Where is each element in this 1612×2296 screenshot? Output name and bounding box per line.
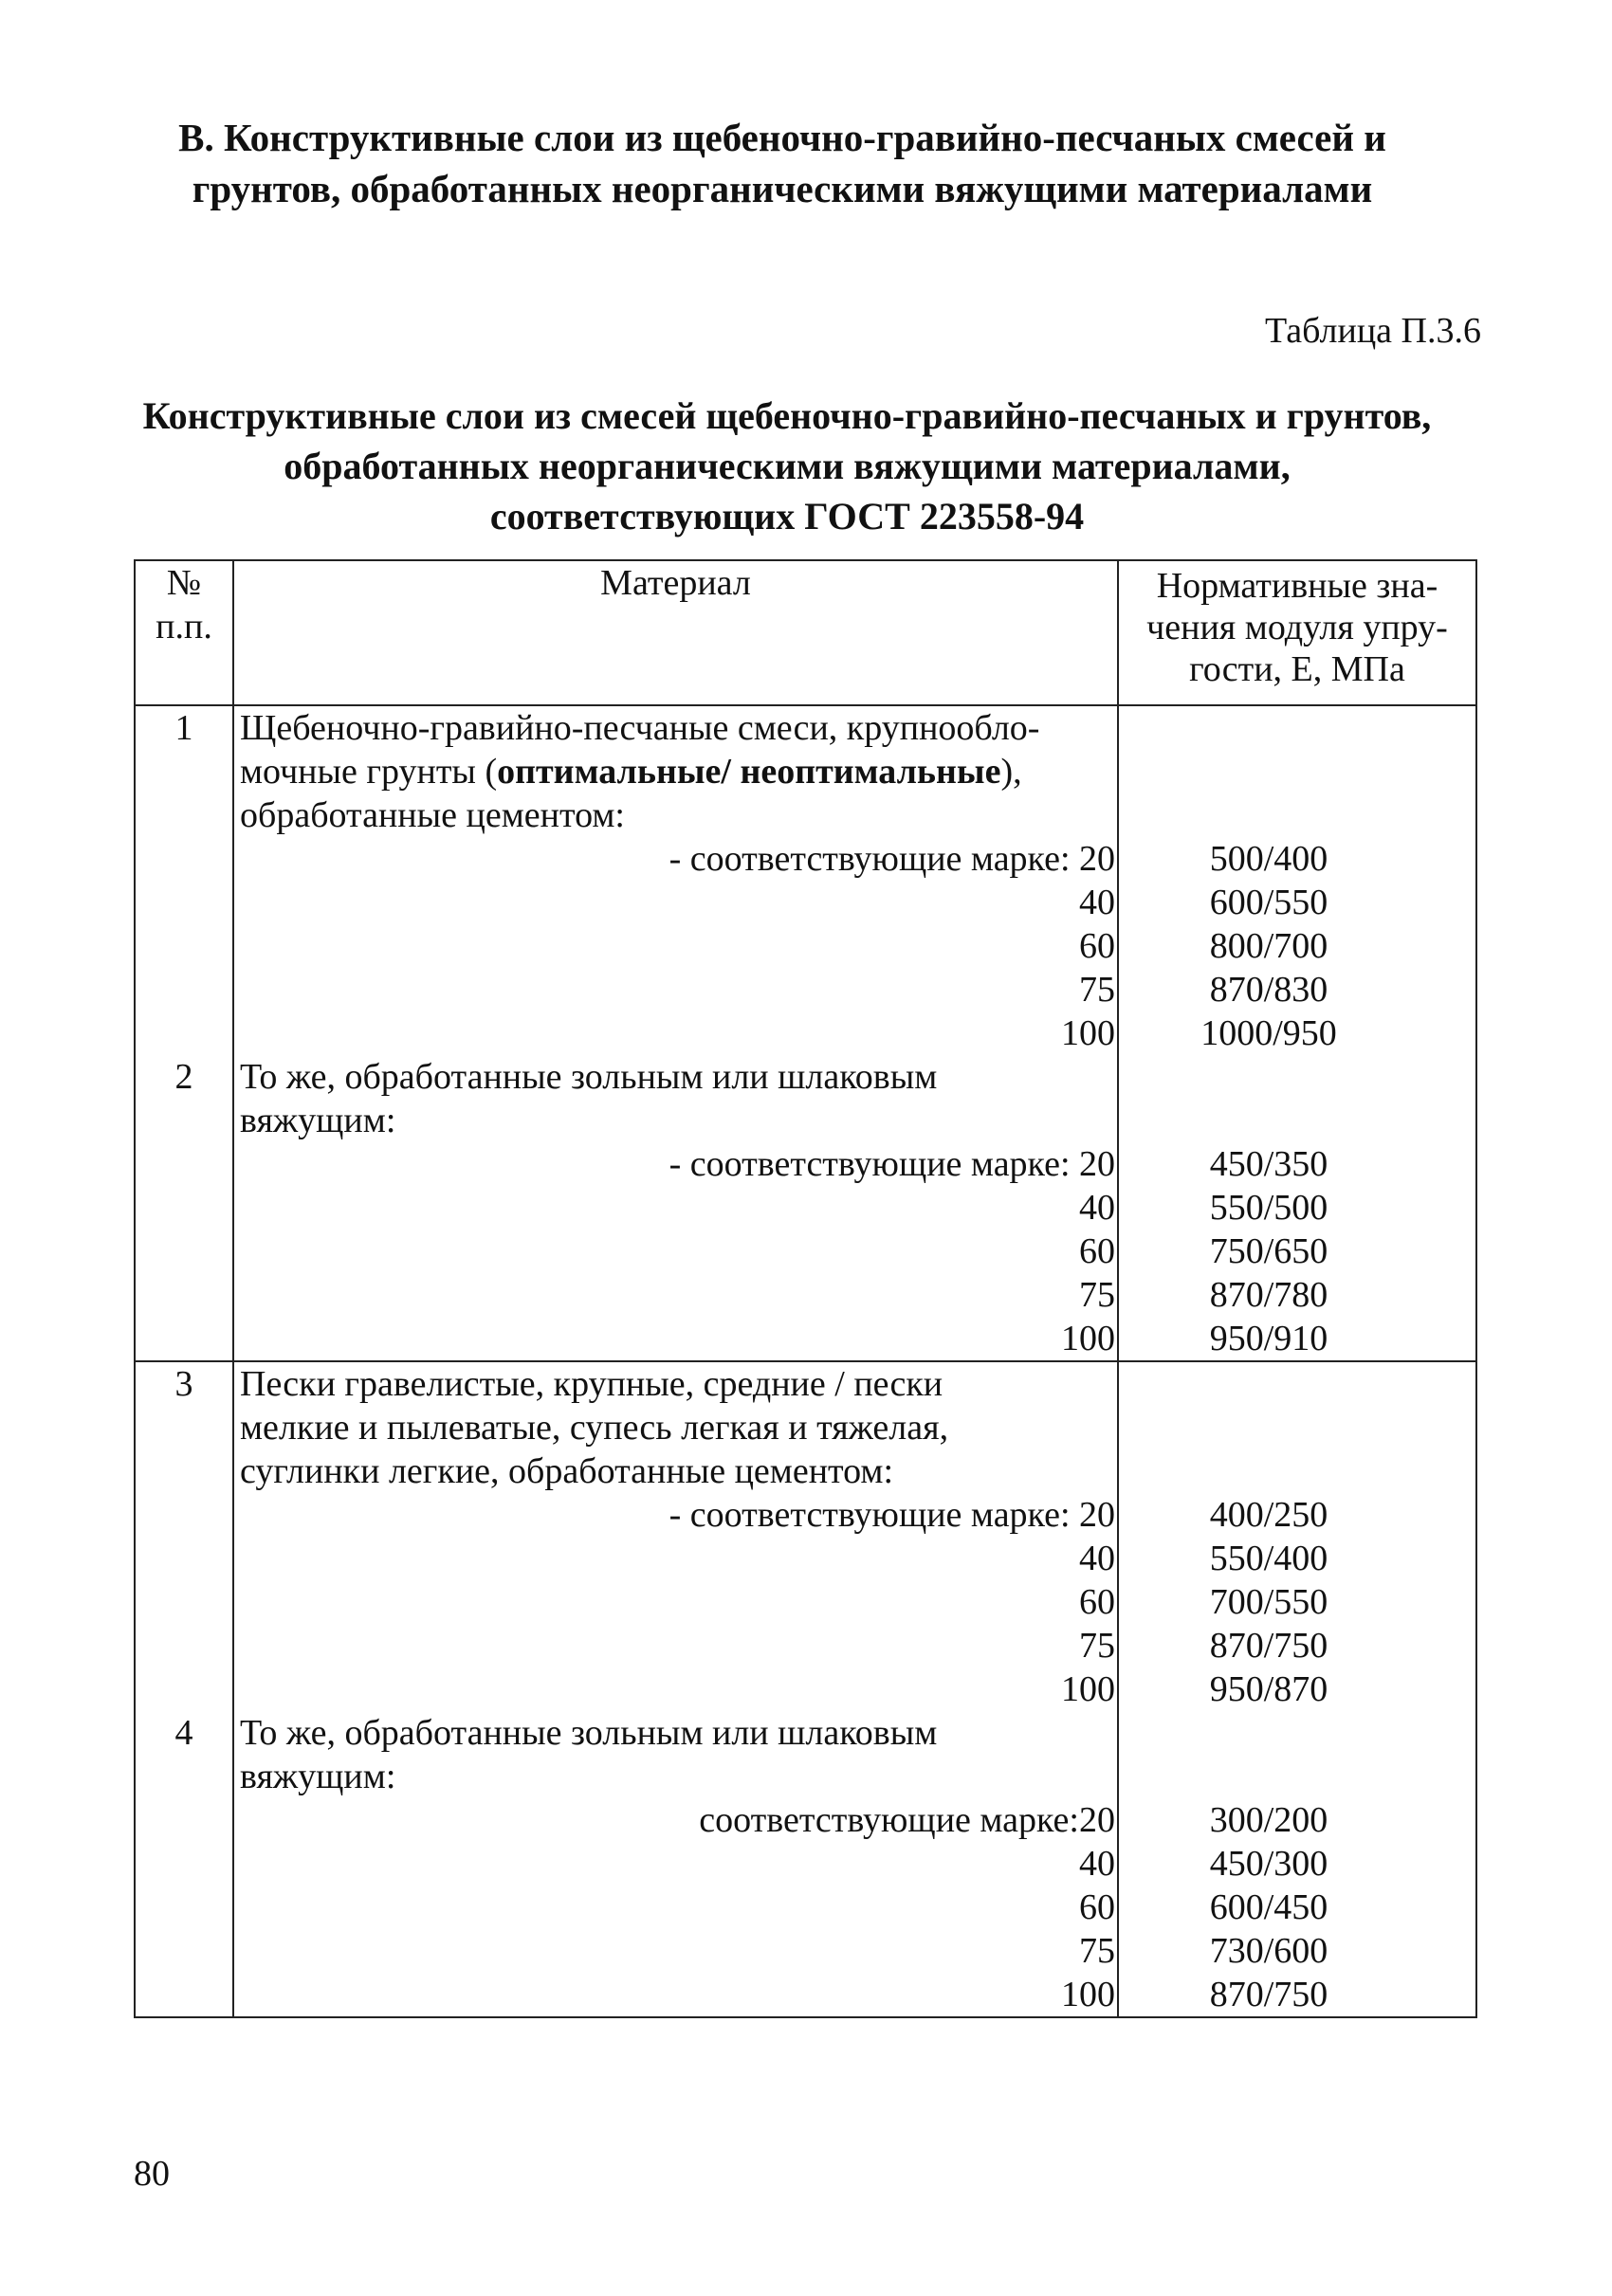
material-description: То же, обработанные зольным или шлаковым <box>240 1713 938 1753</box>
table-row <box>135 1667 1476 1711</box>
table-row <box>135 924 1476 968</box>
table-group-3 <box>135 1361 1476 1711</box>
grade-cell: 75 <box>1079 970 1115 1010</box>
header-number-abbr: п.п. <box>156 607 212 647</box>
desc-text: мочные грунты ( <box>240 752 498 792</box>
table-row <box>135 1099 1476 1142</box>
grade-cell: 60 <box>1079 1582 1115 1622</box>
modulus-value: 700/550 <box>1118 1580 1476 1624</box>
modulus-value: 750/650 <box>1118 1230 1476 1273</box>
grade-cell: 40 <box>1079 1188 1115 1228</box>
section-title-line: грунтов, обработанных неорганическими вяжущими материалами <box>192 167 1373 210</box>
modulus-value: 950/870 <box>1118 1667 1476 1711</box>
grade-cell: 100 <box>233 1317 1118 1361</box>
row-number: 1 <box>135 705 233 750</box>
grade-cell: 60 <box>1079 1231 1115 1271</box>
table-row <box>135 1449 1476 1493</box>
section-title-line: В. Конструктивные слои из щебеночно-гравийно-песчаных смесей и <box>178 116 1386 159</box>
table-title-line: обработанных неорганическими вяжущими материалами, <box>284 445 1291 487</box>
grade-cell: 60 <box>1079 1887 1115 1927</box>
modulus-value: 300/200 <box>1118 1798 1476 1842</box>
grade-cell: - соответствующие марке: 20 <box>669 839 1115 879</box>
table-row <box>135 750 1476 793</box>
grade-cell: 40 <box>1079 883 1115 922</box>
grade-cell: 60 <box>1079 926 1115 966</box>
modulus-value: 870/830 <box>1118 968 1476 1011</box>
modulus-value: 450/350 <box>1118 1142 1476 1186</box>
table-row <box>135 705 1476 750</box>
table-row <box>135 1142 1476 1186</box>
modulus-value: 450/300 <box>1118 1842 1476 1886</box>
material-description: суглинки легкие, обработанные цементом: <box>240 1451 894 1491</box>
modulus-value: 870/780 <box>1118 1273 1476 1317</box>
grade-cell: 75 <box>1079 1626 1115 1666</box>
table-row <box>135 793 1476 837</box>
material-description: То же, обработанные зольным или шлаковым <box>240 1057 938 1097</box>
page-number: 80 <box>134 2154 170 2194</box>
table-row <box>135 1186 1476 1230</box>
table-row <box>135 837 1476 881</box>
section-title <box>142 112 1422 214</box>
table-row <box>135 1842 1476 1886</box>
grade-cell: 100 <box>1061 1669 1115 1709</box>
header-elastic-modulus <box>1118 560 1476 705</box>
material-description: вяжущим: <box>240 1101 396 1140</box>
modulus-value: 600/450 <box>1118 1886 1476 1929</box>
table-row <box>135 1755 1476 1798</box>
grade-cell: 40 <box>1079 1844 1115 1884</box>
table-row <box>135 1273 1476 1317</box>
table-group-1 <box>135 705 1476 1055</box>
modulus-value: 730/600 <box>1118 1929 1476 1973</box>
modulus-value: 400/250 <box>1118 1493 1476 1537</box>
row-number: 4 <box>135 1711 233 1755</box>
table-row <box>135 1055 1476 1099</box>
desc-bold-text: оптимальные/ неоптимальные <box>497 752 1001 792</box>
grade-cell: 75 <box>1079 1931 1115 1971</box>
grade-cell: 100 <box>233 1973 1118 2017</box>
modulus-value: 870/750 <box>1118 1624 1476 1667</box>
table-row <box>135 1361 1476 1406</box>
table-row <box>135 1230 1476 1273</box>
grade-cell: соответствующие марке:20 <box>699 1800 1115 1840</box>
grade-cell: 75 <box>1079 1275 1115 1315</box>
header-material: Материал <box>233 560 1118 705</box>
table-row <box>135 1317 1476 1361</box>
grade-cell: - соответствующие марке: 20 <box>669 1144 1115 1184</box>
modulus-value: 800/700 <box>1118 924 1476 968</box>
table-title <box>104 391 1470 541</box>
table-title-line: соответствующих ГОСТ 223558-94 <box>489 495 1085 538</box>
table-title-line: Конструктивные слои из смесей щебеночно-гравийно-песчаных и грунтов, <box>142 394 1432 437</box>
modulus-value: 950/910 <box>1118 1317 1476 1361</box>
table-row <box>135 1580 1476 1624</box>
table-row <box>135 1973 1476 2017</box>
modulus-value: 600/550 <box>1118 881 1476 924</box>
table-row <box>135 881 1476 924</box>
grade-cell: - соответствующие марке: 20 <box>669 1495 1115 1535</box>
header-number-sign: № <box>166 563 202 603</box>
table-row <box>135 1711 1476 1755</box>
modulus-value: 550/400 <box>1118 1537 1476 1580</box>
row-number: 2 <box>135 1055 233 1099</box>
material-description <box>233 750 1118 793</box>
modulus-value: 1000/950 <box>1118 1011 1476 1055</box>
table-row <box>135 1624 1476 1667</box>
table-row <box>135 1798 1476 1842</box>
header-number <box>135 560 233 705</box>
material-description: Пески гравелистые, крупные, средние / пески <box>240 1364 943 1404</box>
grade-cell: 40 <box>1079 1539 1115 1578</box>
table-row <box>135 968 1476 1011</box>
table-row <box>135 1886 1476 1929</box>
header-value-line: чения модуля упру- <box>1146 608 1448 647</box>
material-description: обработанные цементом: <box>240 795 625 835</box>
elasticity-table <box>134 559 1477 2018</box>
material-description: Щебеночно-гравийно-песчаные смеси, крупнообло- <box>240 708 1040 748</box>
header-value-line: гости, Е, МПа <box>1189 649 1405 689</box>
table-row <box>135 1537 1476 1580</box>
table-group-4 <box>135 1711 1476 2017</box>
table-group-2 <box>135 1055 1476 1361</box>
table-header-row <box>135 560 1476 705</box>
modulus-value: 500/400 <box>1118 837 1476 881</box>
material-description: мелкие и пылеватые, супесь легкая и тяжелая, <box>240 1408 949 1448</box>
modulus-value: 870/750 <box>1118 1973 1476 2017</box>
grade-cell: 100 <box>1061 1013 1115 1053</box>
table-row <box>135 1929 1476 1973</box>
table-row <box>135 1493 1476 1537</box>
header-value-line: Нормативные зна- <box>1156 566 1438 606</box>
table-row <box>135 1011 1476 1055</box>
table-row <box>135 1406 1476 1449</box>
desc-text: ), <box>1000 752 1022 792</box>
material-description: вяжущим: <box>240 1757 396 1796</box>
table-label: Таблица П.3.6 <box>1265 311 1481 351</box>
row-number: 3 <box>135 1361 233 1406</box>
modulus-value: 550/500 <box>1118 1186 1476 1230</box>
